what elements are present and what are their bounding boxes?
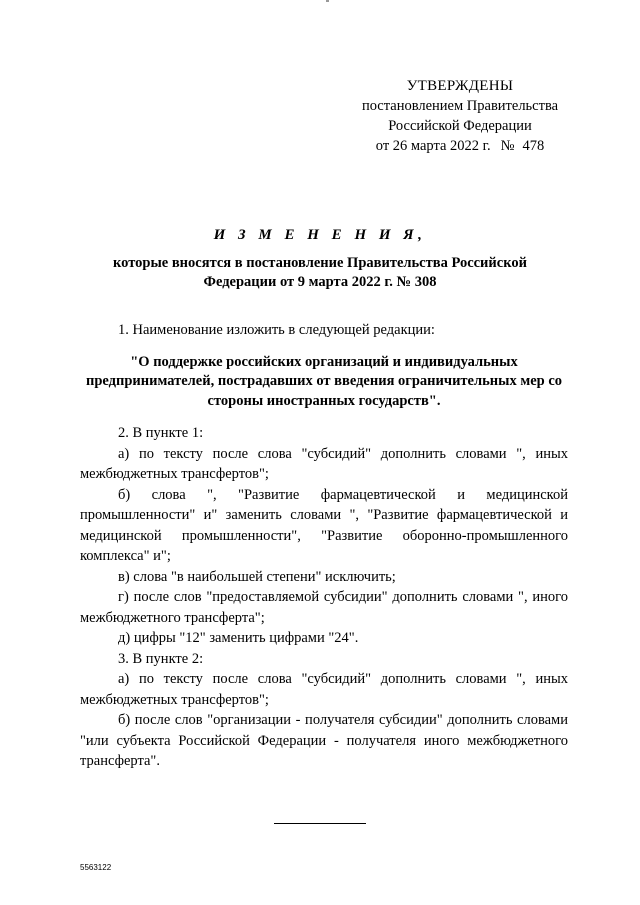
item-2-a: а) по тексту после слова "субсидий" дополнить словами ", иных межбюджетных трансфертов";: [80, 445, 568, 482]
heading-subtitle: которые вносятся в постановление Правительства Российской Федерации от 9 марта 2022 г. № 308: [113, 255, 527, 290]
approval-line-1: постановлением Правительства: [361, 98, 559, 114]
item-2-b: б) слова ", "Развитие фармацевтической и медицинской промышленности" и" заменить словами ", "Развитие фармацевтической и медицинской промышленности", "Развитие оборонно-промышленного комплекса" и";: [80, 486, 568, 564]
approval-date: от 26 марта 2022 г.: [375, 138, 491, 154]
approval-number-sign: №: [500, 138, 515, 154]
item-2-e: д) цифры "12" заменить цифрами "24".: [118, 630, 359, 646]
item-2: 2. В пункте 1:: [118, 425, 204, 441]
document-code: 5563122: [80, 863, 112, 872]
item-3-a: а) по тексту после слова "субсидий" дополнить словами ", иных межбюджетных трансфертов";: [80, 671, 568, 708]
page-mark: [326, 0, 329, 2]
item-1-quote: "О поддержке российских организаций и индивидуальных предпринимателей, пострадавших от введения ограничительных мер со стороны иностранных государств".: [85, 353, 563, 409]
document-body: [80, 320, 568, 772]
heading-title: И З М Е Н Е Н И Я,: [213, 227, 427, 243]
approval-line-2: Российской Федерации: [388, 118, 532, 134]
item-3: 3. В пункте 2:: [118, 650, 204, 667]
approval-block: [330, 76, 590, 156]
item-3-b: б) после слов "организации - получателя субсидии" дополнить словами "или субъекта Российской Федерации - получателя иного межбюджетного трансферта".: [80, 712, 568, 769]
closing-rule: [274, 823, 366, 824]
approval-title: УТВЕРЖДЕНЫ: [406, 78, 514, 94]
document-heading: [80, 224, 560, 292]
item-2-c: в) слова "в наибольшей степени" исключить;: [118, 568, 396, 585]
item-1: 1. Наименование изложить в следующей редакции:: [118, 322, 435, 338]
approval-date-line: [330, 136, 590, 156]
item-2-d: г) после слов "предоставляемой субсидии" дополнить словами ", иного межбюджетного трансферта";: [80, 589, 568, 626]
approval-number: 478: [522, 138, 545, 154]
